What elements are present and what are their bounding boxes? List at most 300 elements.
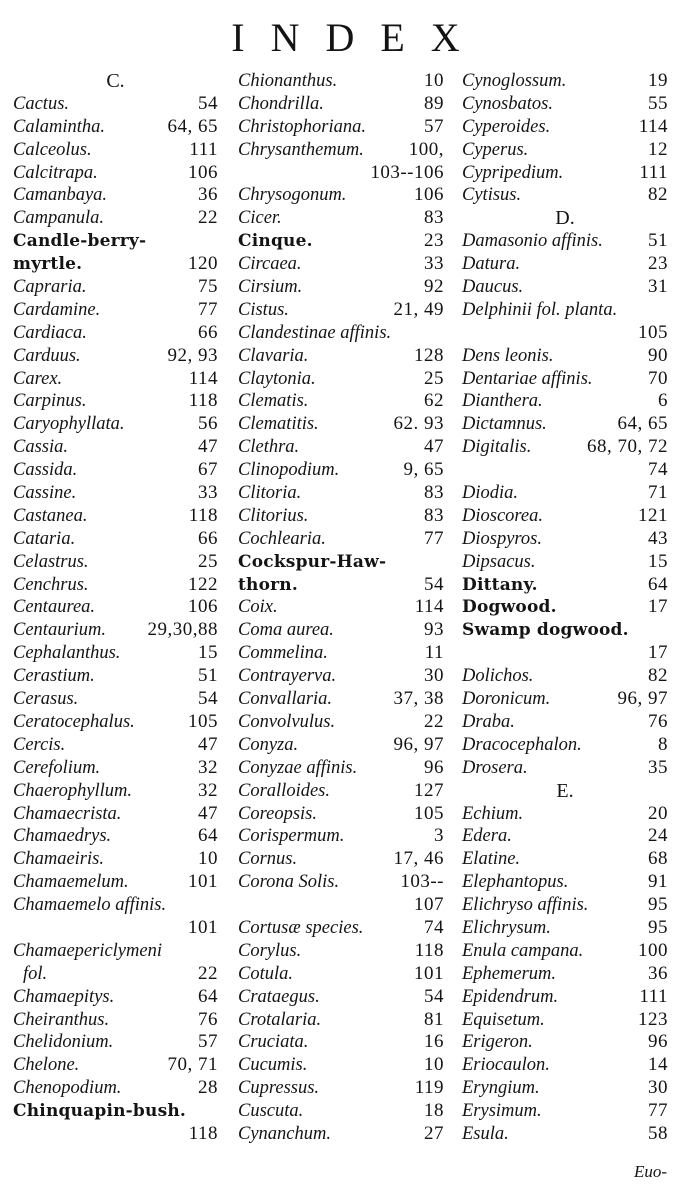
entry-term: Cortusæ species.	[238, 917, 364, 938]
entry-term: Erysimum.	[462, 1101, 542, 1122]
entry-pages: 89	[424, 92, 444, 114]
entry-term: Circaea.	[238, 254, 302, 275]
entry-term: Chaerophyllum.	[13, 780, 133, 801]
index-entry	[13, 116, 218, 139]
entry-term: Cytisus.	[462, 185, 522, 206]
entry-pages: 25	[198, 550, 218, 572]
entry-pages: 96, 97	[617, 688, 668, 710]
index-entry	[462, 665, 668, 688]
entry-pages: 54	[424, 573, 444, 595]
index-entry	[13, 688, 218, 711]
entry-term: Cicer.	[238, 208, 282, 229]
entry-pages: 3	[434, 825, 444, 847]
entry-pages: 57	[424, 115, 444, 137]
entry-pages: 17, 46	[393, 848, 444, 870]
index-entry	[462, 848, 668, 871]
entry-term: Corylus.	[238, 940, 302, 961]
index-entry	[238, 848, 444, 871]
index-entry	[462, 551, 668, 574]
entry-pages: 10	[198, 848, 218, 870]
entry-pages: 36	[198, 184, 218, 206]
entry-term: Campanula.	[13, 208, 104, 229]
entry-term: Coma aurea.	[238, 620, 334, 641]
entry-term: Elatine.	[462, 849, 521, 870]
entry-term: Clematis.	[238, 391, 309, 412]
entry-term: Dianthera.	[462, 391, 543, 412]
index-entry	[462, 505, 668, 528]
entry-pages: 37, 38	[393, 688, 444, 710]
entry-pages: 54	[198, 688, 218, 710]
entry-term: Dens leonis.	[462, 345, 554, 366]
index-entry	[13, 619, 218, 642]
entry-term: Cotula.	[238, 963, 293, 984]
index-entry	[462, 230, 668, 253]
index-continuation	[462, 642, 668, 665]
entry-pages: 91	[648, 871, 668, 893]
entry-term: fol.	[23, 963, 48, 984]
entry-pages: 96, 97	[393, 733, 444, 755]
entry-term: Cynanchum.	[238, 1123, 331, 1144]
index-entry	[238, 184, 444, 207]
entry-term: Clandestinae affinis.	[238, 322, 392, 343]
entry-term: Drosera.	[462, 757, 528, 778]
index-entry	[238, 528, 444, 551]
entry-pages: 47	[198, 436, 218, 458]
entry-term: Clitoria.	[238, 483, 302, 504]
entry-term: Cypripedium.	[462, 162, 564, 183]
entry-term: Cataria.	[13, 528, 76, 549]
entry-term: Dittany.	[462, 574, 538, 595]
entry-term: Convallaria.	[238, 689, 333, 710]
index-entry	[13, 322, 218, 345]
entry-pages: 71	[648, 482, 668, 504]
index-entry	[13, 390, 218, 413]
index-entry	[462, 436, 668, 459]
index-entry	[238, 482, 444, 505]
entry-pages: 56	[198, 413, 218, 435]
index-entry	[13, 345, 218, 368]
index-entry	[13, 940, 218, 963]
section-heading	[13, 70, 218, 93]
index-entry	[13, 253, 218, 276]
entry-term: Cynoglossum.	[462, 71, 567, 91]
entry-pages: 27	[424, 1122, 444, 1144]
entry-term: Calceolus.	[13, 139, 92, 160]
index-entry	[238, 803, 444, 826]
index-entry	[238, 1054, 444, 1077]
index-entry	[238, 551, 444, 574]
index-entry	[238, 734, 444, 757]
entry-pages: 96	[648, 1031, 668, 1053]
entry-pages: 127	[414, 779, 444, 801]
entry-term: Calcitrapa.	[13, 162, 98, 183]
index-entry	[462, 711, 668, 734]
entry-term: Conyzae affinis.	[238, 757, 358, 778]
entry-pages: 32	[198, 756, 218, 778]
entry-term: Equisetum.	[462, 1009, 545, 1030]
index-entry	[238, 780, 444, 803]
entry-term: Chondrilla.	[238, 93, 324, 114]
index-entry	[13, 711, 218, 734]
index-entry	[462, 368, 668, 391]
entry-term: Erigeron.	[462, 1032, 533, 1053]
entry-term: Damasonio affinis.	[462, 231, 603, 252]
entry-pages: 103--	[400, 871, 444, 893]
entry-term: Crotalaria.	[238, 1009, 322, 1030]
entry-pages: 24	[648, 825, 668, 847]
index-continuation	[462, 459, 668, 482]
entry-pages: 120	[188, 253, 218, 275]
index-entry	[238, 276, 444, 299]
index-entry	[13, 207, 218, 230]
entry-pages: 43	[648, 527, 668, 549]
entry-pages: 62	[424, 390, 444, 412]
section-letter: C.	[106, 70, 125, 92]
index-entry	[238, 1077, 444, 1100]
entry-pages: 122	[188, 573, 218, 595]
entry-pages: 55	[648, 92, 668, 114]
index-entry	[13, 963, 218, 986]
entry-term: Dioscorea.	[462, 505, 544, 526]
entry-term: Cassine.	[13, 483, 77, 504]
entry-pages: 64	[198, 825, 218, 847]
entry-term: Cruciata.	[238, 1032, 309, 1053]
entry-pages: 29,30,88	[147, 619, 218, 641]
index-entry	[238, 459, 444, 482]
entry-term: myrtle.	[13, 254, 83, 275]
entry-pages: 75	[198, 276, 218, 298]
index-entry	[462, 734, 668, 757]
index-entry	[13, 93, 218, 116]
index-column-1	[13, 70, 218, 1146]
entry-term: Claytonia.	[238, 368, 316, 389]
entry-pages: 22	[424, 710, 444, 732]
index-entry	[13, 574, 218, 597]
entry-term: Echium.	[462, 803, 524, 824]
entry-pages: 95	[648, 894, 668, 916]
entry-term: Chinquapin-bush.	[13, 1101, 187, 1122]
index-entry	[238, 574, 444, 597]
index-entry	[462, 619, 668, 642]
entry-term: Carex.	[13, 368, 63, 389]
index-continuation	[13, 917, 218, 940]
entry-term: Cinque.	[238, 231, 313, 252]
entry-term: Epidendrum.	[462, 986, 559, 1007]
index-entry	[462, 528, 668, 551]
entry-term: Clavaria.	[238, 345, 309, 366]
entry-pages: 22	[198, 962, 218, 984]
index-entry	[462, 162, 668, 185]
index-entry	[13, 1054, 218, 1077]
entry-pages: 111	[189, 138, 218, 160]
entry-pages: 47	[198, 802, 218, 824]
entry-term: Coix.	[238, 597, 278, 618]
index-entry	[238, 93, 444, 116]
entry-term: Clethra.	[238, 437, 300, 458]
index-entry	[238, 299, 444, 322]
index-entry	[462, 825, 668, 848]
entry-term: Elichrysum.	[462, 917, 551, 938]
entry-term: Corona Solis.	[238, 872, 340, 893]
entry-term: Diospyros.	[462, 528, 542, 549]
entry-pages: 92	[424, 276, 444, 298]
index-entry	[238, 345, 444, 368]
index-entry	[13, 436, 218, 459]
entry-term: Coralloides.	[238, 780, 330, 801]
entry-pages: 15	[648, 550, 668, 572]
index-entry	[238, 1123, 444, 1146]
index-entry	[238, 665, 444, 688]
entry-term: Chamaepericlymeni	[13, 940, 162, 961]
entry-pages: 66	[198, 527, 218, 549]
entry-pages: 31	[648, 276, 668, 298]
index-continuation	[238, 162, 444, 185]
entry-pages: 82	[648, 184, 668, 206]
entry-term: Diodia.	[462, 483, 519, 504]
entry-pages: 118	[414, 939, 444, 961]
entry-term: Cardamine.	[13, 299, 101, 320]
entry-term: Dictamnus.	[462, 414, 547, 435]
index-entry	[462, 184, 668, 207]
entry-pages: 103--106	[370, 161, 444, 183]
entry-term: Centaurea.	[13, 597, 96, 618]
entry-pages: 111	[639, 161, 668, 183]
index-entry	[462, 1100, 668, 1123]
entry-pages: 64	[648, 573, 668, 595]
entry-term: Chamaemelum.	[13, 872, 129, 893]
index-entry	[462, 917, 668, 940]
entry-term: Dentariae affinis.	[462, 368, 593, 389]
entry-term: Celastrus.	[13, 551, 89, 572]
entry-pages: 17	[648, 642, 668, 664]
entry-term: Chamaepitys.	[13, 986, 115, 1007]
entry-pages: 23	[648, 253, 668, 275]
entry-term: Dipsacus.	[462, 551, 536, 572]
entry-pages: 128	[414, 344, 444, 366]
entry-term: Dogwood.	[462, 597, 557, 618]
entry-pages: 114	[188, 367, 218, 389]
index-entry	[462, 871, 668, 894]
entry-pages: 18	[424, 1100, 444, 1122]
entry-pages: 106	[414, 184, 444, 206]
entry-pages: 106	[188, 161, 218, 183]
entry-pages: 100	[638, 939, 668, 961]
index-continuation	[238, 894, 444, 917]
entry-term: Cochlearia.	[238, 528, 326, 549]
entry-term: Digitalis.	[462, 437, 532, 458]
index-entry	[462, 345, 668, 368]
index-entry	[238, 253, 444, 276]
index-entry	[462, 688, 668, 711]
index-entry	[13, 825, 218, 848]
entry-term: Caryophyllata.	[13, 414, 125, 435]
entry-term: Cyperoides.	[462, 116, 551, 137]
entry-pages: 30	[424, 665, 444, 687]
index-entry	[13, 848, 218, 871]
entry-term: Cassia.	[13, 437, 69, 458]
entry-pages: 10	[424, 70, 444, 91]
entry-pages: 76	[198, 1008, 218, 1030]
entry-term: Cupressus.	[238, 1078, 320, 1099]
entry-pages: 64, 65	[617, 413, 668, 435]
index-entry	[13, 230, 218, 253]
entry-term: Ephemerum.	[462, 963, 557, 984]
index-entry	[462, 299, 668, 322]
entry-term: Cuscuta.	[238, 1101, 304, 1122]
entry-pages: 83	[424, 504, 444, 526]
index-entry	[238, 230, 444, 253]
entry-pages: 100,	[408, 138, 444, 160]
index-entry	[238, 413, 444, 436]
entry-term: Candle-berry-	[13, 231, 147, 252]
entry-pages: 118	[188, 504, 218, 526]
entry-pages: 47	[424, 436, 444, 458]
entry-pages: 51	[198, 665, 218, 687]
index-entry	[238, 368, 444, 391]
index-column-2	[238, 70, 444, 1146]
entry-term: Cephalanthus.	[13, 643, 121, 664]
entry-pages: 35	[648, 756, 668, 778]
entry-term: Conyza.	[238, 734, 299, 755]
entry-pages: 15	[198, 642, 218, 664]
entry-term: Calamintha.	[13, 116, 105, 137]
index-entry	[238, 436, 444, 459]
index-continuation	[462, 322, 668, 345]
entry-term: Cardiaca.	[13, 322, 87, 343]
entry-term: Chenopodium.	[13, 1078, 122, 1099]
entry-pages: 9, 65	[403, 459, 444, 481]
entry-term: Commelina.	[238, 643, 328, 664]
entry-term: Chelidonium.	[13, 1032, 114, 1053]
entry-pages: 118	[188, 390, 218, 412]
entry-pages: 64, 65	[167, 115, 218, 137]
entry-term: Dolichos.	[462, 666, 534, 687]
index-entry	[13, 1077, 218, 1100]
index-entry	[13, 803, 218, 826]
index-entry	[238, 322, 444, 345]
index-entry	[462, 1009, 668, 1032]
entry-term: Chionanthus.	[238, 71, 338, 91]
entry-term: Carpinus.	[13, 391, 87, 412]
entry-term: Ceratocephalus.	[13, 711, 135, 732]
index-entry	[462, 596, 668, 619]
index-entry	[13, 459, 218, 482]
entry-term: Chamaeiris.	[13, 849, 104, 870]
entry-term: Cyperus.	[462, 139, 529, 160]
entry-pages: 96	[424, 756, 444, 778]
entry-term: Contrayerva.	[238, 666, 337, 687]
entry-term: Camanbaya.	[13, 185, 108, 206]
entry-pages: 81	[424, 1008, 444, 1030]
entry-pages: 70	[648, 367, 668, 389]
section-heading	[462, 207, 668, 230]
entry-term: Cornus.	[238, 849, 298, 870]
entry-pages: 68	[648, 848, 668, 870]
entry-pages: 12	[648, 138, 668, 160]
entry-term: Eryngium.	[462, 1078, 540, 1099]
entry-term: Chamaedrys.	[13, 826, 112, 847]
index-entry	[462, 116, 668, 139]
entry-pages: 77	[424, 527, 444, 549]
entry-pages: 83	[424, 207, 444, 229]
entry-term: Clitorius.	[238, 505, 309, 526]
index-entry	[462, 482, 668, 505]
index-entry	[462, 276, 668, 299]
index-entry	[13, 986, 218, 1009]
entry-pages: 47	[198, 733, 218, 755]
entry-pages: 14	[648, 1054, 668, 1076]
index-entry	[462, 894, 668, 917]
entry-pages: 64	[198, 985, 218, 1007]
entry-pages: 106	[188, 596, 218, 618]
entry-pages: 101	[414, 962, 444, 984]
entry-term: Cerefolium.	[13, 757, 101, 778]
index-entry	[462, 1054, 668, 1077]
index-entry	[462, 390, 668, 413]
entry-term: Capraria.	[13, 277, 87, 298]
index-entry	[13, 162, 218, 185]
index-entry	[238, 711, 444, 734]
entry-term: Clinopodium.	[238, 460, 340, 481]
entry-term: Chrysogonum.	[238, 185, 347, 206]
index-column-3	[462, 70, 668, 1146]
index-entry	[13, 642, 218, 665]
entry-pages: 114	[414, 596, 444, 618]
index-entry	[238, 688, 444, 711]
entry-term: Eriocaulon.	[462, 1055, 550, 1076]
entry-pages: 8	[658, 733, 668, 755]
index-entry	[13, 276, 218, 299]
index-entry	[462, 1031, 668, 1054]
index-entry	[13, 482, 218, 505]
index-entry	[13, 505, 218, 528]
entry-pages: 101	[188, 916, 218, 938]
entry-term: Datura.	[462, 254, 521, 275]
index-entry	[462, 574, 668, 597]
entry-term: Cheiranthus.	[13, 1009, 110, 1030]
index-entry	[462, 940, 668, 963]
entry-term: Carduus.	[13, 345, 81, 366]
entry-pages: 95	[648, 916, 668, 938]
entry-pages: 25	[424, 367, 444, 389]
index-entry	[238, 757, 444, 780]
index-entry	[13, 871, 218, 894]
entry-term: Cactus.	[13, 93, 70, 114]
index-entry	[13, 1100, 218, 1123]
section-heading	[462, 780, 668, 803]
page-title: INDEX	[231, 15, 486, 60]
index-entry	[13, 528, 218, 551]
entry-pages: 16	[424, 1031, 444, 1053]
entry-pages: 11	[424, 642, 444, 664]
entry-pages: 20	[648, 802, 668, 824]
entry-pages: 105	[638, 321, 668, 343]
index-entry	[13, 139, 218, 162]
entry-term: thorn.	[238, 574, 298, 595]
index-entry	[13, 757, 218, 780]
entry-term: Castanea.	[13, 505, 88, 526]
index-entry	[13, 368, 218, 391]
entry-term: Cerasus.	[13, 689, 79, 710]
entry-pages: 77	[198, 298, 218, 320]
entry-pages: 22	[198, 207, 218, 229]
entry-term: Elephantopus.	[462, 872, 569, 893]
entry-pages: 57	[198, 1031, 218, 1053]
index-entry	[13, 894, 218, 917]
entry-pages: 51	[648, 230, 668, 252]
index-entry	[13, 184, 218, 207]
index-entry	[238, 1031, 444, 1054]
